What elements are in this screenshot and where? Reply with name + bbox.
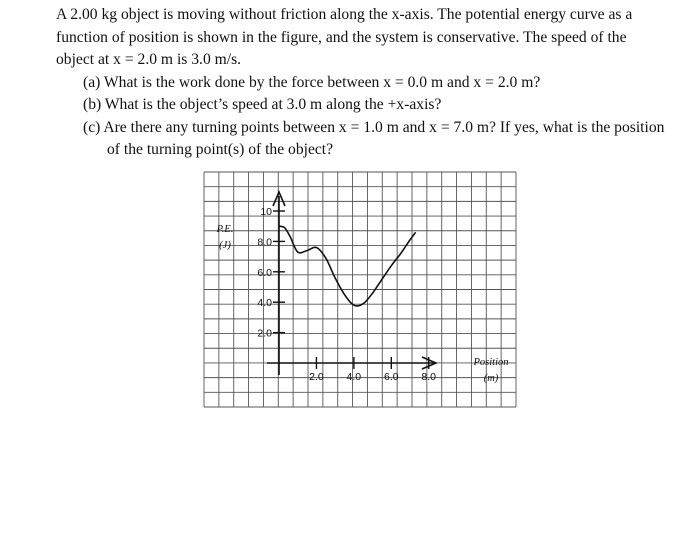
y-tick-label: 6.0 xyxy=(257,266,272,279)
potential-energy-curve xyxy=(279,226,416,306)
graph-axes xyxy=(267,192,436,375)
x-tick-label: 6.0 xyxy=(383,371,399,383)
y-tick-label: 4.0 xyxy=(257,297,272,310)
problem-intro: A 2.00 kg object is moving without friction along the x-axis. The potential energy curve as a function of position is shown in the figure, and the system is conservative. The speed of the object at x = 2.0 m is 3.0 m/s. xyxy=(56,6,633,68)
x-tick-label: 8.0 xyxy=(421,371,437,383)
y-axis-label-line2: (J) xyxy=(219,240,231,251)
x-axis-label-line2: (m) xyxy=(483,373,499,384)
question-part-b: (b) What is the object’s speed at 3.0 m along the +x-axis? xyxy=(83,96,442,113)
question-part-a: (a) What is the work done by the force between x = 0.0 m and x = 2.0 m? xyxy=(83,73,541,91)
x-tick-label: 4.0 xyxy=(346,371,362,383)
x-tick-label: 2.0 xyxy=(309,371,324,383)
axis-ticks xyxy=(257,206,436,383)
y-tick-label: 10 xyxy=(260,206,272,218)
y-tick-label: 2.0 xyxy=(257,327,272,340)
question-part-c: (c) Are there any turning points between x = 1.0 m and x = 7.0 m? If yes, what is the position of the turning point(s) of the object? xyxy=(83,118,665,158)
y-tick-label: 8.0 xyxy=(257,236,272,249)
y-axis-label-line1: P.E. xyxy=(216,224,234,235)
x-axis-label-line1: Position xyxy=(473,357,509,368)
